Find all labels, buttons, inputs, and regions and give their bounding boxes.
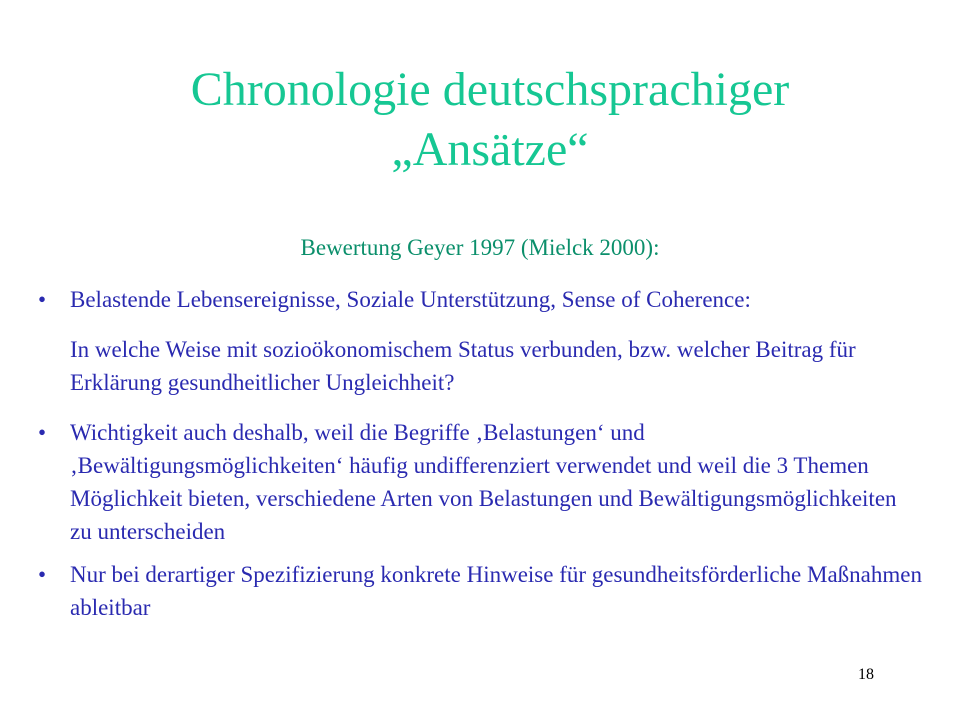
bullet-text-2: Wichtigkeit auch deshalb, weil die Begriffe ‚Belastungen‘ und ‚Bewältigungsmöglichkeiten‘ häufig undifferenziert verwendet und weil die 3 Themen Möglichkeit bieten, verschiedene Arten von Belastungen und Bewältigungsmöglichkeiten zu unterscheiden [70,420,897,544]
page-number: 18 [858,666,874,683]
slide-title-line-1: Chronologie deutschsprachiger [190,63,790,116]
bullet-item-2 [32,416,922,548]
slide-subtitle: Bewertung Geyer 1997 (Mielck 2000): [300,235,660,260]
bullet-marker-3: • [37,562,47,587]
bullet-item-3 [32,558,922,624]
slide-title [60,60,920,180]
bullet-item-1 [32,283,922,316]
bullet-paragraph-1: In welche Weise mit sozioökonomischem Status verbunden, bzw. welcher Beitrag für Erklärung gesundheitlicher Ungleichheit? [70,337,856,395]
bullet-marker-1: • [37,287,47,312]
bullet-marker-2: • [37,420,47,445]
slide-title-line-2: „Ansätze“ [391,123,589,176]
bullet-text-1: Belastende Lebensereignisse, Soziale Unterstützung, Sense of Coherence: [70,287,751,312]
slide-content [32,283,922,624]
bullet-text-3: Nur bei derartiger Spezifizierung konkrete Hinweise für gesundheitsförderliche Maßnahmen ableitbar [70,562,922,620]
